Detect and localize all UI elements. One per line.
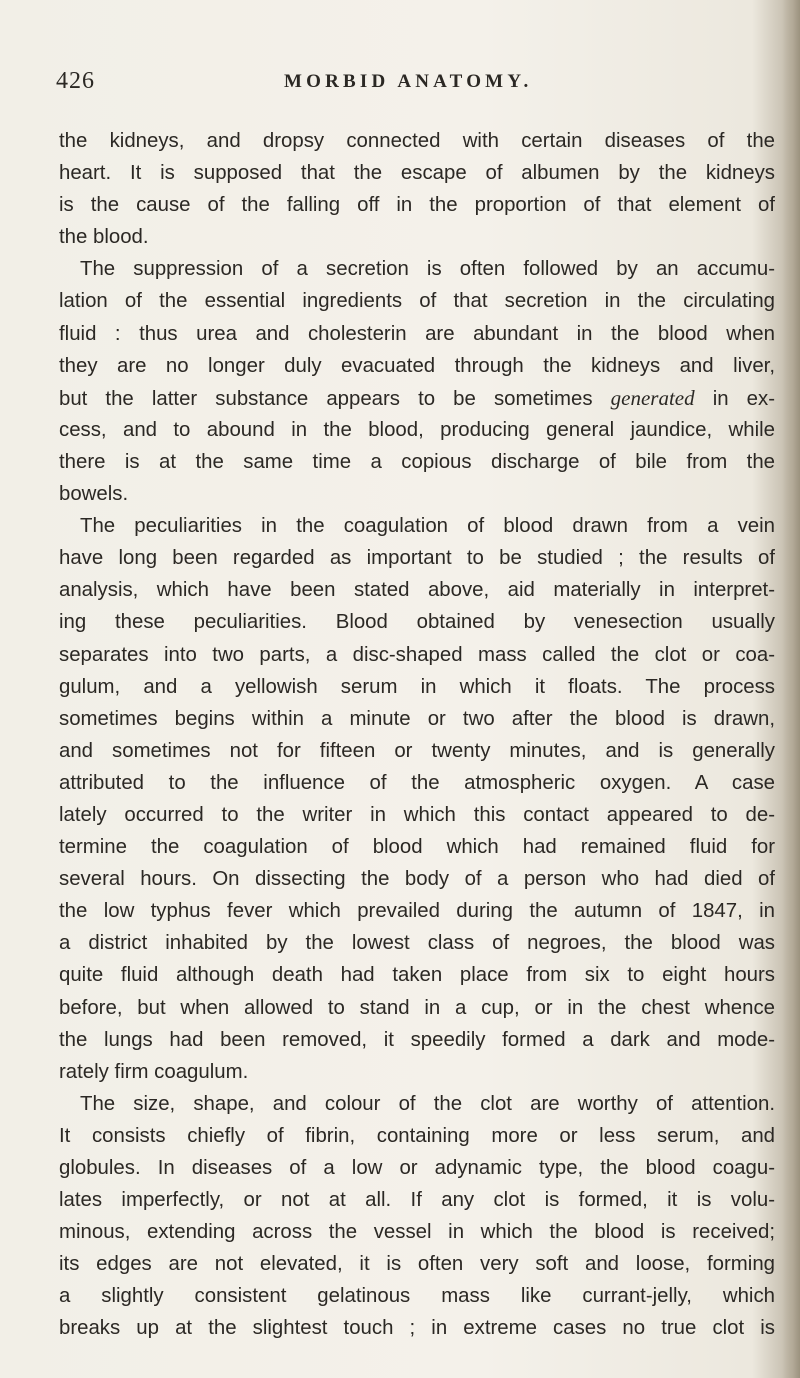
text-line: gulum, and a yellowish serum in which it floats. The process bbox=[59, 675, 775, 698]
text-line: It consists chiefly of fibrin, containing more or less serum, and bbox=[59, 1124, 775, 1147]
page-edge-shadow bbox=[782, 0, 800, 1378]
text-line-with-emphasis bbox=[59, 382, 775, 414]
page-number: 426 bbox=[56, 68, 95, 94]
text-line: lates imperfectly, or not at all. If any clot is formed, it is volu- bbox=[59, 1189, 775, 1212]
text-line: The suppression of a secretion is often followed by an accumu- bbox=[80, 258, 775, 281]
text-line: several hours. On dissecting the body of a person who had died of bbox=[59, 868, 775, 891]
text-line: minous, extending across the vessel in which the blood is received; bbox=[59, 1221, 775, 1244]
text-line: a slightly consistent gelatinous mass like currant-jelly, which bbox=[59, 1285, 775, 1308]
text-line-start: but the latter substance appears to be sometimes bbox=[59, 387, 593, 410]
running-head: MORBID ANATOMY. bbox=[284, 71, 533, 92]
text-line: the lungs had been removed, it speedily formed a dark and mode- bbox=[59, 1028, 775, 1051]
text-line: heart. It is supposed that the escape of albumen by the kidneys bbox=[59, 162, 775, 185]
text-line: bowels. bbox=[59, 483, 129, 506]
text-line: The peculiarities in the coagulation of blood drawn from a vein bbox=[80, 515, 775, 538]
text-line: the low typhus fever which prevailed during the autumn of 1847, in bbox=[59, 900, 775, 923]
text-line: globules. In diseases of a low or adynamic type, the blood coagu- bbox=[59, 1157, 775, 1179]
text-line: ing these peculiarities. Blood obtained by venesection usually bbox=[59, 611, 775, 634]
text-line: they are no longer duly evacuated through the kidneys and liver, bbox=[59, 354, 775, 377]
text-line: fluid : thus urea and cholesterin are abundant in the blood when bbox=[59, 322, 775, 345]
text-line: The size, shape, and colour of the clot are worthy of attention. bbox=[80, 1092, 775, 1115]
text-line: breaks up at the slightest touch ; in extreme cases no true clot is bbox=[59, 1317, 775, 1340]
text-line: quite fluid although death had taken place from six to eight hours bbox=[59, 964, 775, 987]
text-line: separates into two parts, a disc-shaped mass called the clot or coa- bbox=[59, 643, 775, 666]
text-line: cess, and to abound in the blood, producing general jaundice, while bbox=[59, 418, 775, 441]
text-line: lation of the essential ingredients of that secretion in the circulating bbox=[59, 290, 775, 313]
body-text bbox=[59, 125, 775, 1345]
text-line: rately firm coagulum. bbox=[59, 1060, 249, 1083]
text-line: have long been regarded as important to be studied ; the results of bbox=[59, 547, 775, 570]
text-line: sometimes begins within a minute or two after the blood is drawn, bbox=[59, 707, 775, 730]
text-line: the kidneys, and dropsy connected with certain diseases of the bbox=[59, 130, 775, 152]
text-line: attributed to the influence of the atmospheric oxygen. A case bbox=[59, 771, 775, 794]
emphasis-generated: generated bbox=[610, 385, 695, 410]
text-line: and sometimes not for fifteen or twenty minutes, and is generally bbox=[59, 739, 775, 762]
text-line: there is at the same time a copious discharge of bile from the bbox=[59, 450, 775, 473]
text-line: lately occurred to the writer in which this contact appeared to de- bbox=[59, 803, 775, 826]
text-line: its edges are not elevated, it is often very soft and loose, forming bbox=[59, 1253, 775, 1276]
text-line: termine the coagulation of blood which had remained fluid for bbox=[59, 836, 775, 859]
text-line: is the cause of the falling off in the proportion of that element of bbox=[59, 194, 775, 217]
text-line: a district inhabited by the lowest class of negroes, the blood was bbox=[59, 932, 775, 955]
text-line-end: in ex- bbox=[712, 387, 775, 410]
text-line: before, but when allowed to stand in a cup, or in the chest whence bbox=[59, 996, 775, 1019]
page-header bbox=[56, 68, 760, 102]
text-line: the blood. bbox=[59, 226, 149, 249]
text-line: analysis, which have been stated above, aid materially in interpret- bbox=[59, 579, 775, 602]
